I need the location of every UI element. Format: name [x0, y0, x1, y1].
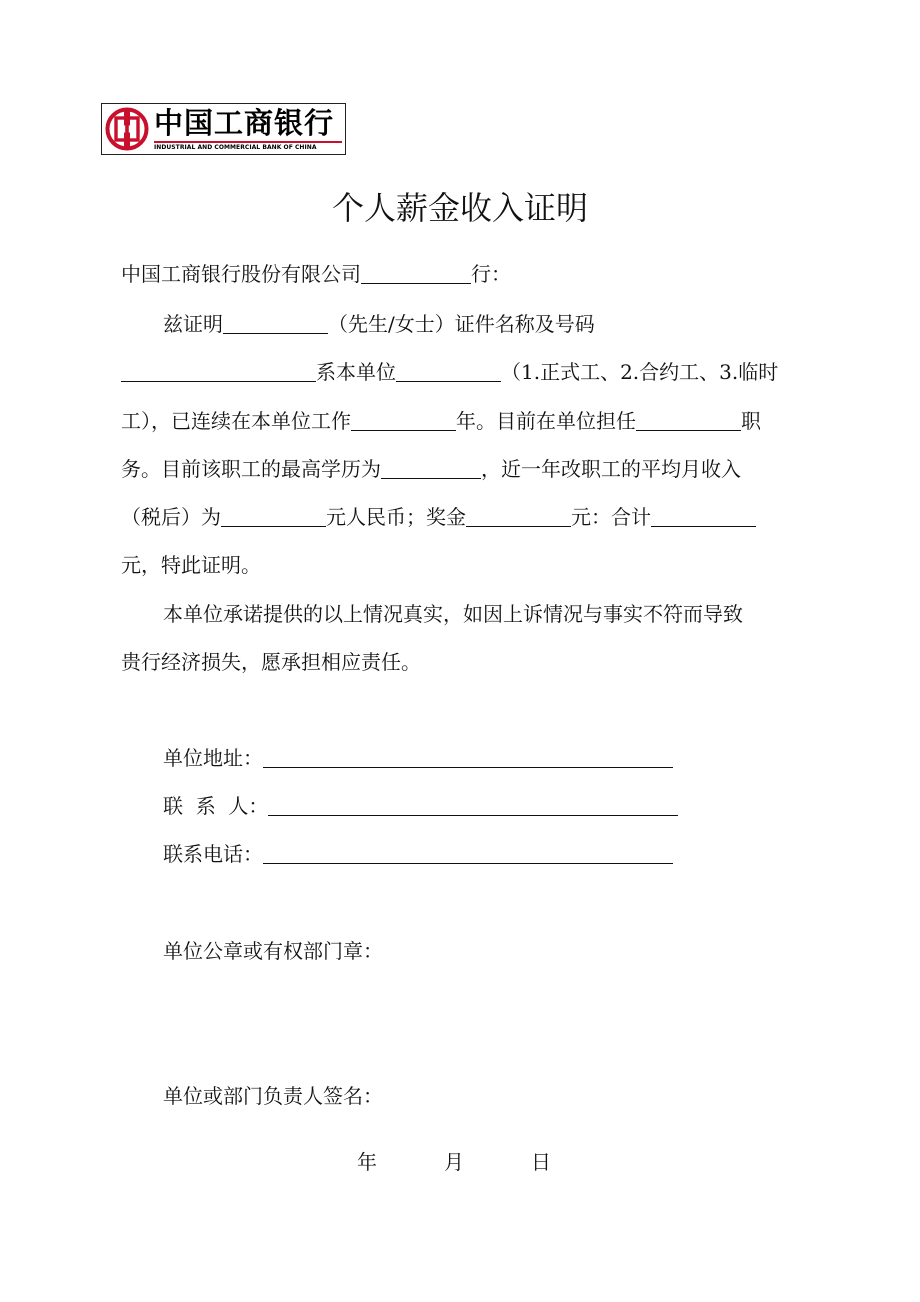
addressee-line [121, 260, 511, 288]
address-label: 单位地址： [163, 746, 263, 770]
logo-chinese-name: 中国工商银行 [154, 106, 335, 140]
signature-label: 单位或部门负责人签名： [163, 1084, 383, 1108]
body-line-4 [121, 455, 741, 483]
document-title: 个人薪金收入证明 [331, 189, 588, 227]
text-current-position: 年。目前在单位担任 [456, 409, 636, 433]
body-line-3 [121, 407, 761, 435]
text-total: 元：合计 [571, 505, 651, 529]
employee-name-blank[interactable] [223, 311, 328, 334]
text-rmb-bonus: 元人民币；奖金 [326, 505, 466, 529]
company-seal-label: 单位公章或有权部门章： [163, 939, 383, 963]
text-education: 务。目前该职工的最高学历为 [121, 457, 381, 481]
years-worked-blank[interactable] [351, 408, 456, 431]
position-blank[interactable] [636, 408, 741, 431]
branch-name-blank[interactable] [361, 261, 471, 284]
text-certify: 兹证明 [163, 312, 223, 336]
icbc-logo [101, 103, 346, 155]
icbc-emblem-icon [105, 107, 149, 151]
addressee-prefix: 中国工商银行股份有限公司 [121, 262, 361, 286]
education-blank[interactable] [381, 456, 481, 479]
contact-person-field[interactable] [268, 793, 678, 816]
logo-english-name: INDUSTRIAL AND COMMERCIAL BANK OF CHINA [154, 144, 317, 151]
contact-person-label: 联 系 人： [163, 794, 269, 818]
phone-label: 联系电话： [163, 842, 263, 866]
employment-type-blank[interactable] [396, 359, 501, 382]
address-field[interactable] [263, 745, 673, 768]
body-line-2 [121, 358, 778, 386]
date-month: 月 [444, 1150, 464, 1174]
id-number-blank[interactable] [121, 359, 316, 382]
body-line-5 [121, 503, 756, 531]
total-blank[interactable] [651, 504, 756, 527]
commitment-line-2: 贵行经济损失，愿承担相应责任。 [121, 650, 421, 674]
text-monthly-income: ，近一年改职工的平均月收入 [481, 457, 741, 481]
contact-phone-row [163, 840, 673, 868]
text-employment-options: （1.正式工、2.合约工、3.临时 [501, 360, 779, 384]
text-id-label: （先生/女士）证件名称及号码 [328, 312, 595, 336]
contact-person-row [163, 792, 678, 820]
text-is-employee: 系本单位 [316, 360, 396, 384]
text-continuous-work: 工），已连续在本单位工作 [121, 409, 351, 433]
text-position-suffix: 职 [741, 409, 761, 433]
monthly-income-blank[interactable] [221, 504, 326, 527]
date-year: 年 [357, 1150, 377, 1174]
date-day: 日 [531, 1150, 551, 1174]
commitment-line-1: 本单位承诺提供的以上情况真实，如因上诉情况与事实不符而导致 [163, 602, 743, 626]
body-line-6: 元，特此证明。 [121, 553, 261, 577]
phone-field[interactable] [263, 841, 673, 864]
text-after-tax: （税后）为 [121, 505, 221, 529]
bonus-blank[interactable] [466, 504, 571, 527]
company-address-row [163, 744, 673, 772]
addressee-suffix: 行： [471, 262, 511, 286]
body-line-1 [163, 310, 595, 338]
